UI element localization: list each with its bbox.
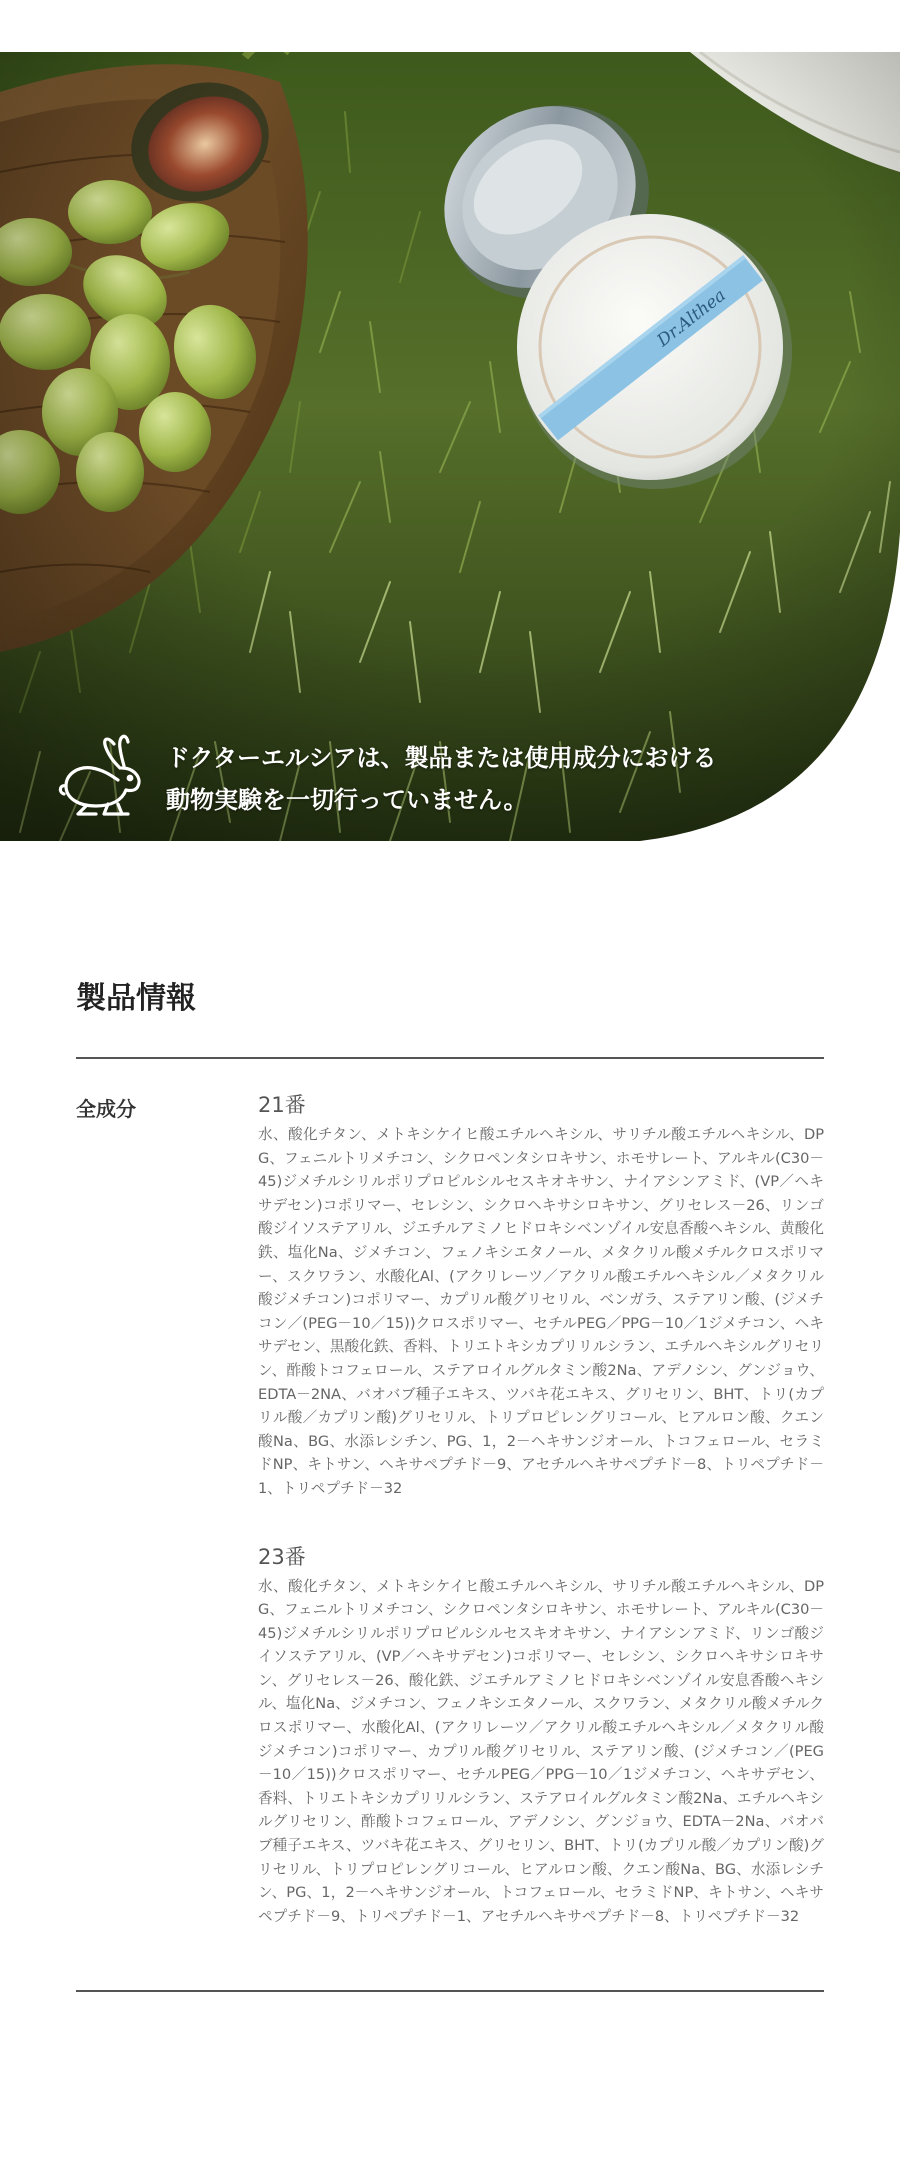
variant-ingredients: 水、酸化チタン、メトキシケイヒ酸エチルヘキシル、サリチル酸エチルヘキシル、DPG、フェニルトリメチコン、シクロペンタシロキサン、ホモサレート、アルキル(C30－45)ジメチルシリルポリプロピルシルセスキオキサン、ナイアシンアミド、リンゴ酸ジイソステアリル、(VP／ヘキサデセン)コポリマー、セレシン、シクロヘキサシロキサン、グリセレス－26、酸化鉄、ジエチルアミノヒドロキシベンゾイル安息香酸ヘキシル、塩化Na、ジメチコン、フェノキシエタノール、スクワラン、メタクリル酸メチルクロスポリマー、水酸化Al、(アクリレーツ／アクリル酸エチルヘキシル／メタクリル酸ジメチコン)コポリマー、カプリル酸グリセリル、ステアリン酸、(ジメチコン／(PEG－10／15))クロスポリマー、セチルPEG／PPG－10／1ジメチコン、ヘキサデセン、香料、トリエトキシカプリリルシラン、ステアロイルグルタミン酸2Na、エチルヘキシルグリセリン、酢酸トコフェロール、アデノシン、グンジョウ、EDTA－2Na、バオバブ種子エキス、ツバキ花エキス、グリセリン、BHT、トリ(カプリル酸／カプリン酸)グリセリル、トリプロピレングリコール、ヒアルロン酸、クエン酸Na、BG、水添レシチン、PG、1，2－ヘキサンジオール、トコフェロール、セラミドNP、キトサン、ヘキサペプチド－9、トリペプチド－1、アセチルヘキサペプチド－8、トリペプチド－32 [258,1577,824,1925]
hero-image [0,52,900,841]
statement-line-2: 動物実験を一切行っていません。 [166,786,528,814]
section-divider [76,1057,824,1059]
variant-block [258,1543,824,1929]
statement-line-1: ドクターエルシアは、製品または使用成分における [166,744,717,772]
product-info-section [76,975,824,1970]
section-bottom-divider [76,1990,824,1992]
ingredients-label: 全成分 [76,1097,136,1121]
cruelty-free-statement [166,737,716,821]
hero-banner [0,52,900,841]
variant-ingredients: 水、酸化チタン、メトキシケイヒ酸エチルヘキシル、サリチル酸エチルヘキシル、DPG、フェニルトリメチコン、シクロペンタシロキサン、ホモサレート、アルキル(C30－45)ジメチルシリルポリプロピルシルセスキオキサン、ナイアシンアミド、(VP／ヘキサデセン)コポリマー、セレシン、シクロヘキサシロキサン、グリセレス－26、リンゴ酸ジイソステアリル、ジエチルアミノヒドロキシベンゾイル安息香酸ヘキシル、黄酸化鉄、塩化Na、ジメチコン、フェノキシエタノール、メタクリル酸メチルクロスポリマー、スクワラン、水酸化Al、(アクリレーツ／アクリル酸エチルヘキシル／メタクリル酸ジメチコン)コポリマー、カプリル酸グリセリル、ベンガラ、ステアリン酸、(ジメチコン／(PEG－10／15))クロスポリマー、セチルPEG／PPG－10／1ジメチコン、ヘキサデセン、黒酸化鉄、香料、トリエトキシカプリリルシラン、エチルヘキシルグリセリン、酢酸トコフェロール、ステアロイルグルタミン酸2Na、アデノシン、グンジョウ、EDTA－2NA、バオバブ種子エキス、ツバキ花エキス、グリセリン、BHT、トリ(カプリル酸／カプリン酸)グリセリル、トリプロピレングリコール、ヒアルロン酸、クエン酸Na、BG、水添レシチン、PG、1，2－ヘキサンジオール、トコフェロール、セラミドNP、キトサン、ヘキサペプチド－9、アセチルヘキサペプチド－8、トリペプチド－1、トリペプチド－32 [258,1126,824,1497]
variant-name: 23番 [258,1544,306,1569]
ingredients-row [76,1091,824,1928]
ingredients-content [258,1091,824,1928]
rabbit-icon [56,734,156,824]
variant-block [258,1091,824,1501]
variant-name: 21番 [258,1093,306,1117]
hero-caption [56,734,716,824]
section-title: 製品情報 [76,981,196,1016]
